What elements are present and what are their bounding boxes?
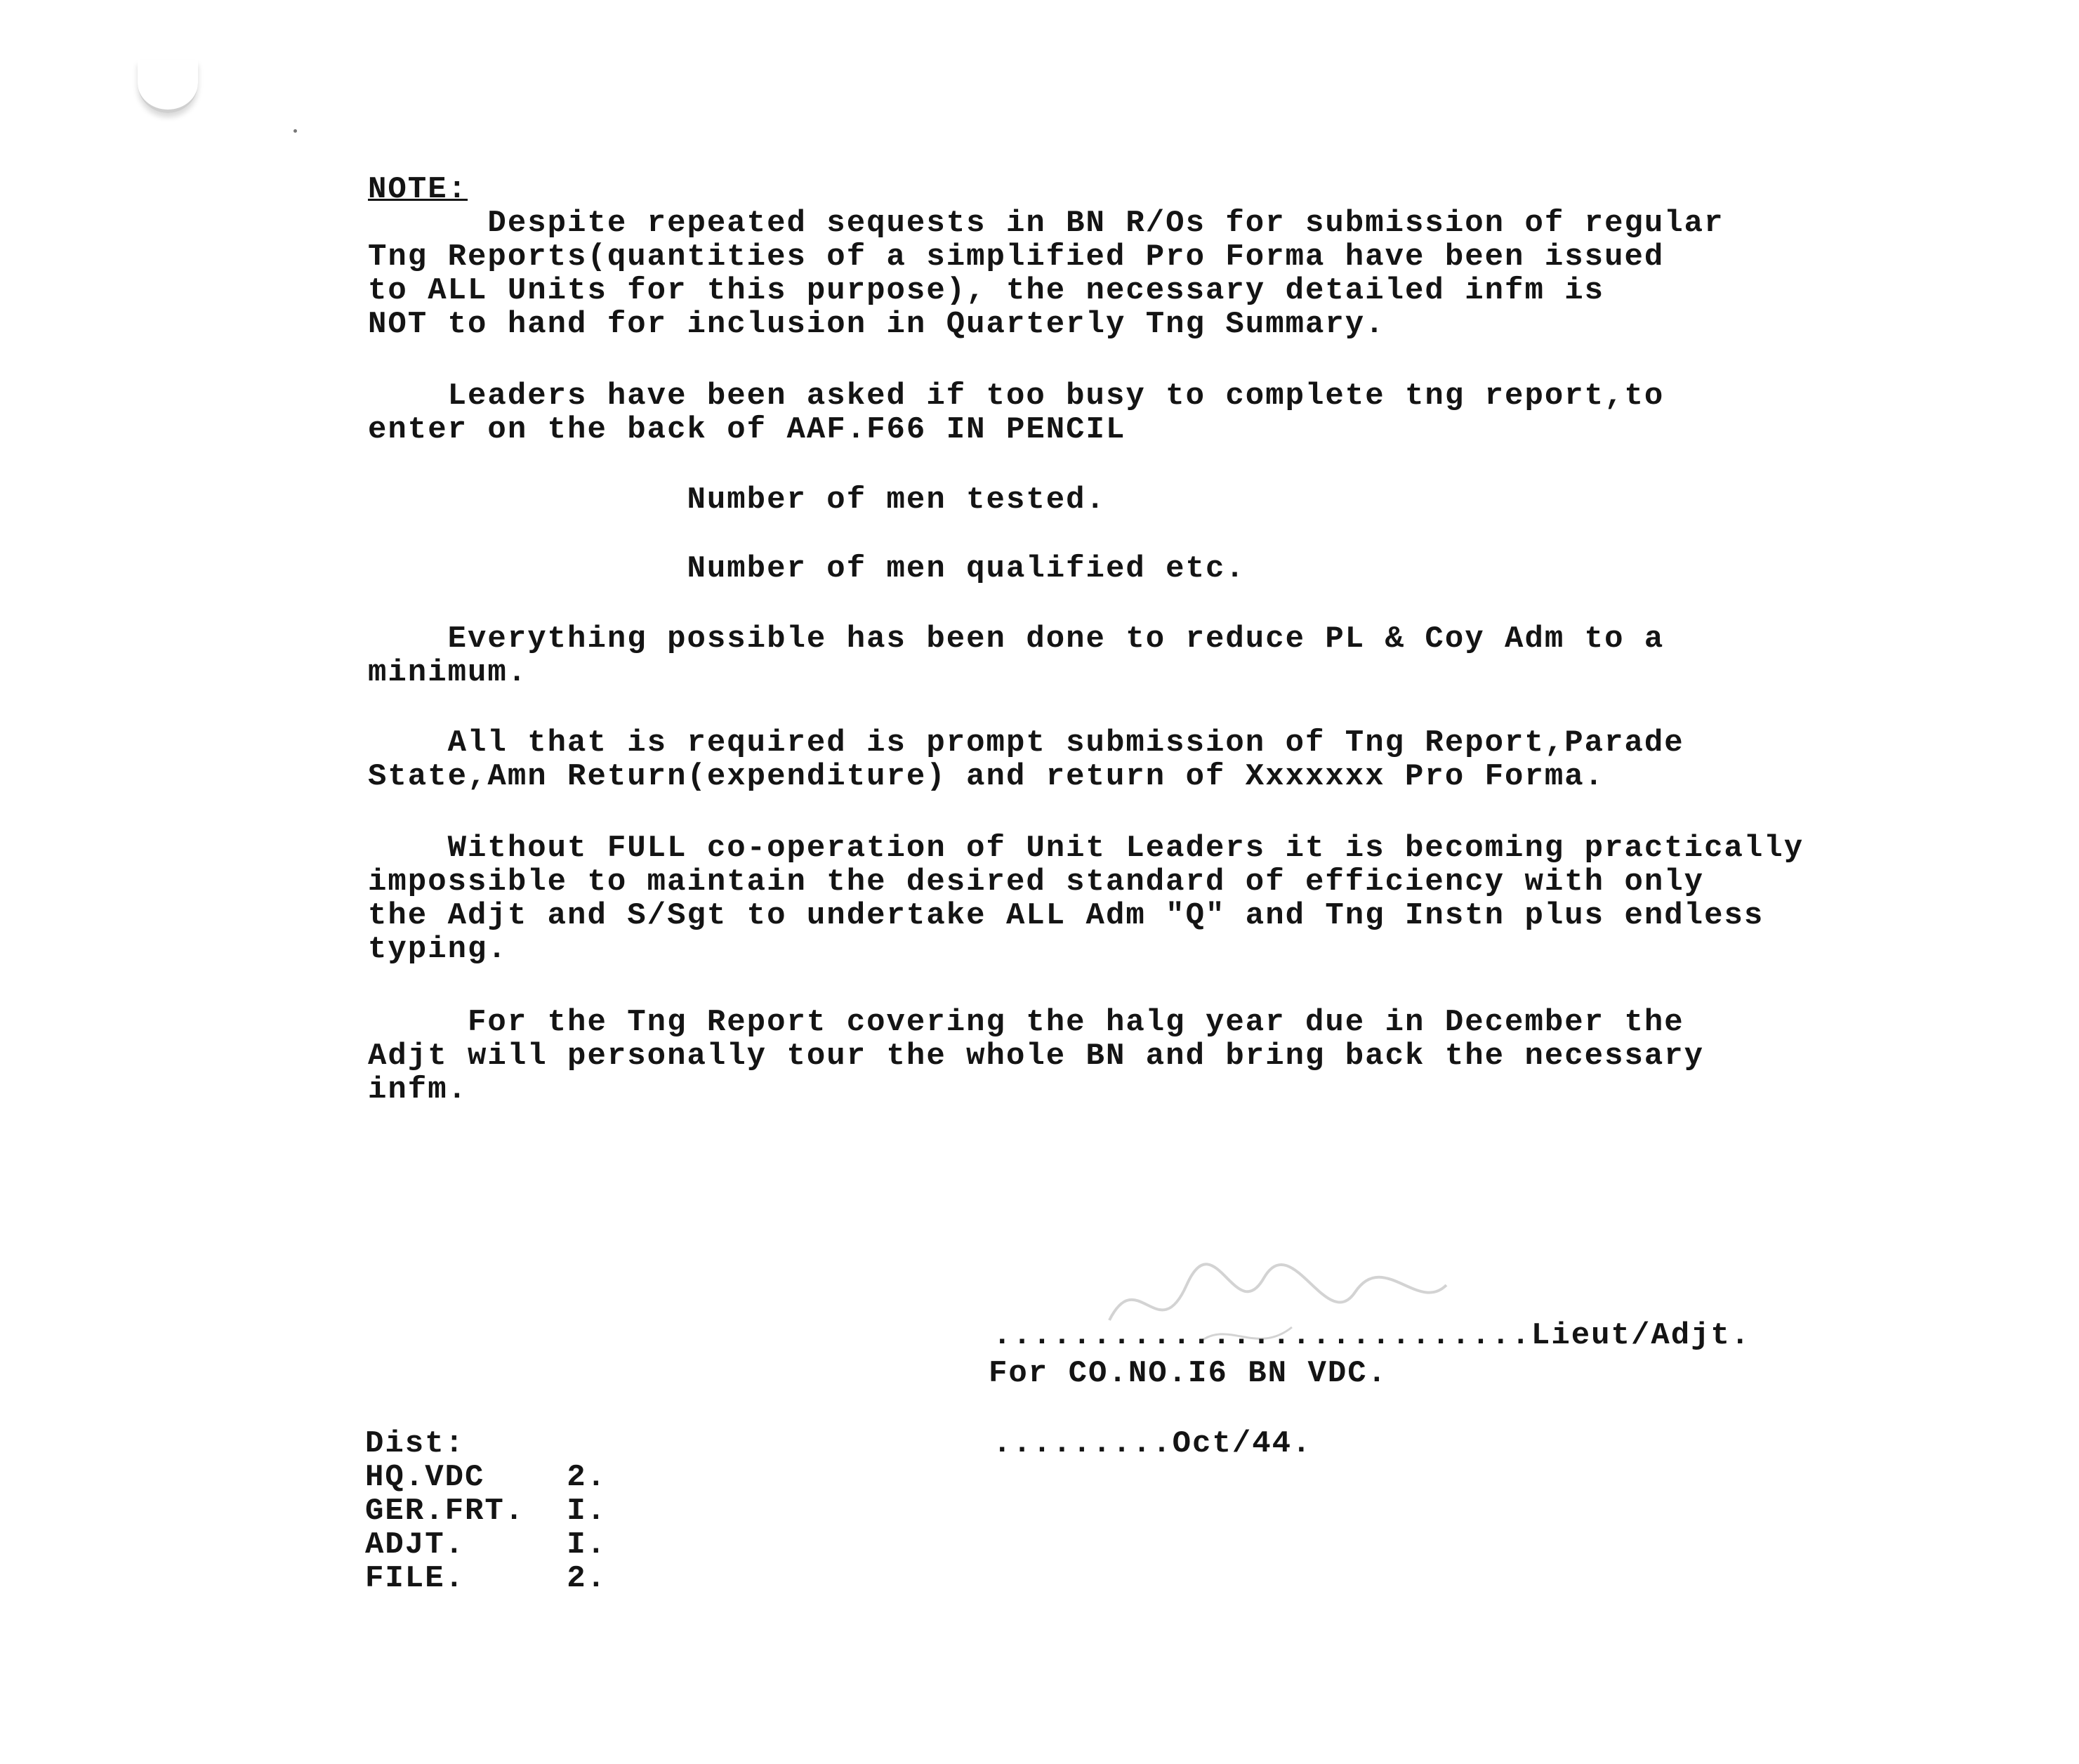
text-line: NOT to hand for inclusion in Quarterly Tng Summary. bbox=[368, 307, 1385, 342]
distribution-recipient: FILE. bbox=[365, 1561, 466, 1596]
distribution-count: 2. bbox=[567, 1460, 607, 1495]
distribution-row bbox=[365, 1562, 607, 1595]
punch-hole bbox=[138, 60, 198, 113]
text-line: enter on the back of AAF.F66 IN PENCIL bbox=[368, 412, 1126, 447]
distribution-label: Dist: bbox=[365, 1426, 466, 1461]
paragraph-required bbox=[368, 726, 1684, 794]
text-line: Leaders have been asked if too busy to complete tng report,to bbox=[368, 379, 1665, 414]
distribution-count: 2. bbox=[567, 1561, 607, 1596]
text-line: minimum. bbox=[368, 655, 528, 690]
distribution-recipient: HQ.VDC bbox=[365, 1460, 485, 1495]
text-line: Adjt will personally tour the whole BN and bring back the necessary bbox=[368, 1039, 1705, 1074]
text-line: Tng Reports(quantities of a simplified Pro Forma have been issued bbox=[368, 239, 1665, 275]
signature-for-line: For CO.NO.I6 BN VDC. bbox=[989, 1356, 1388, 1391]
distribution-table bbox=[365, 1461, 607, 1595]
item-men-qualified bbox=[368, 552, 1246, 586]
signature-date: .........Oct/44. bbox=[993, 1426, 1312, 1461]
distribution-count: I. bbox=[567, 1527, 607, 1562]
distribution-row bbox=[365, 1528, 607, 1562]
distribution-count: I. bbox=[567, 1494, 607, 1529]
text-line: impossible to maintain the desired standard of efficiency with only bbox=[368, 864, 1705, 900]
distribution-recipient: GER.FRT. bbox=[365, 1494, 525, 1529]
paragraph-requests bbox=[368, 206, 1724, 341]
paper-speck bbox=[293, 129, 297, 133]
note-heading: NOTE: bbox=[368, 172, 468, 207]
text-line: the Adjt and S/Sgt to undertake ALL Adm "Q" and Tng Instn plus endless bbox=[368, 898, 1764, 933]
text-line: All that is required is prompt submission of Tng Report,Parade bbox=[368, 725, 1684, 761]
text-line: Without FULL co-operation of Unit Leaders it is becoming practically bbox=[368, 831, 1804, 866]
paragraph-reduce-adm bbox=[368, 622, 1664, 690]
paragraph-cooperation bbox=[368, 831, 1804, 966]
signature-line: ...........................Lieut/Adjt. bbox=[993, 1318, 1751, 1353]
text-line: to ALL Units for this purpose), the necessary detailed infm is bbox=[368, 273, 1605, 308]
paragraph-tour bbox=[368, 1006, 1704, 1107]
distribution-row bbox=[365, 1494, 607, 1528]
text-line: infm. bbox=[368, 1072, 468, 1107]
distribution-row bbox=[365, 1461, 607, 1494]
paragraph-leaders bbox=[368, 379, 1664, 447]
text-line: Everything possible has been done to reduce PL & Coy Adm to a bbox=[368, 621, 1665, 657]
text-line: State,Amn Return(expenditure) and return of Xxxxxxx Pro Forma. bbox=[368, 759, 1605, 794]
text-line: Number of men qualified etc. bbox=[368, 551, 1246, 586]
text-line: Number of men tested. bbox=[368, 482, 1106, 518]
item-men-tested bbox=[368, 483, 1106, 517]
text-line: For the Tng Report covering the halg year due in December the bbox=[368, 1005, 1684, 1040]
text-line: typing. bbox=[368, 932, 508, 967]
text-line: Despite repeated sequests in BN R/Os for submission of regular bbox=[368, 206, 1724, 241]
distribution-recipient: ADJT. bbox=[365, 1527, 466, 1562]
